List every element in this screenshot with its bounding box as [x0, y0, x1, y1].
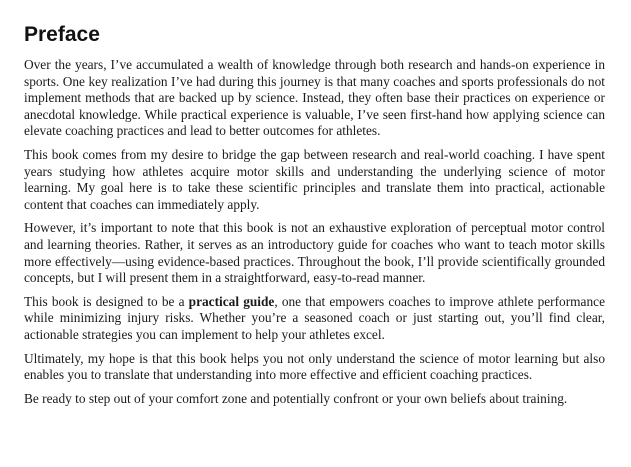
paragraph-6: Be ready to step out of your comfort zone and potentially confront or your own beliefs about training. — [24, 390, 568, 406]
paragraph-4 — [24, 294, 605, 344]
paragraph-5: Ultimately, my hope is that this book helps you not only understand the science of motor learning but also enables you to translate that understanding into more effective and efficient coaching practices. — [24, 350, 605, 383]
paragraph-3: However, it’s important to note that this book is not an exhaustive exploration of perceptual motor control and learning theories. Rather, it serves as an introductory guide for coaches who want to teach motor skills more effectively—using evidence-based practices. Throughout the book, I’ll provide scientifically grounded concepts, but I will present them in a straightforward, easy-to-read manner. — [24, 220, 605, 286]
paragraph-4-text-start: This book is designed to be a — [24, 293, 189, 309]
document-page — [24, 22, 605, 414]
paragraph-4-emphasis: practical guide — [188, 293, 275, 309]
paragraph-1: Over the years, I’ve accumulated a wealth of knowledge through both research and hands-on experience in sports. One key realization I’ve had during this journey is that many coaches and sports professionals do not implement methods that are backed up by science. Instead, they often base their practices on experience or anecdotal knowledge. While practical experience is valuable, I’ve seen first-hand how applying science can elevate coaching practices and lead to better outcomes for athletes. — [24, 57, 605, 139]
paragraph-2: This book comes from my desire to bridge the gap between research and real-world coaching. I have spent years studying how athletes acquire motor skills and understanding the underlying science of motor learning. My goal here is to take these scientific principles and translate them into practical, actionable content that coaches can immediately apply. — [24, 146, 605, 212]
paragraph-4-text-end: , one that empowers coaches to improve athlete performance while minimizing injury risks. Whether you’re a seasoned coach or just starting out, you’ll find clear, actionable strategies you can implement to help your athletes excel. — [24, 293, 605, 342]
page-title: Preface — [24, 23, 100, 46]
